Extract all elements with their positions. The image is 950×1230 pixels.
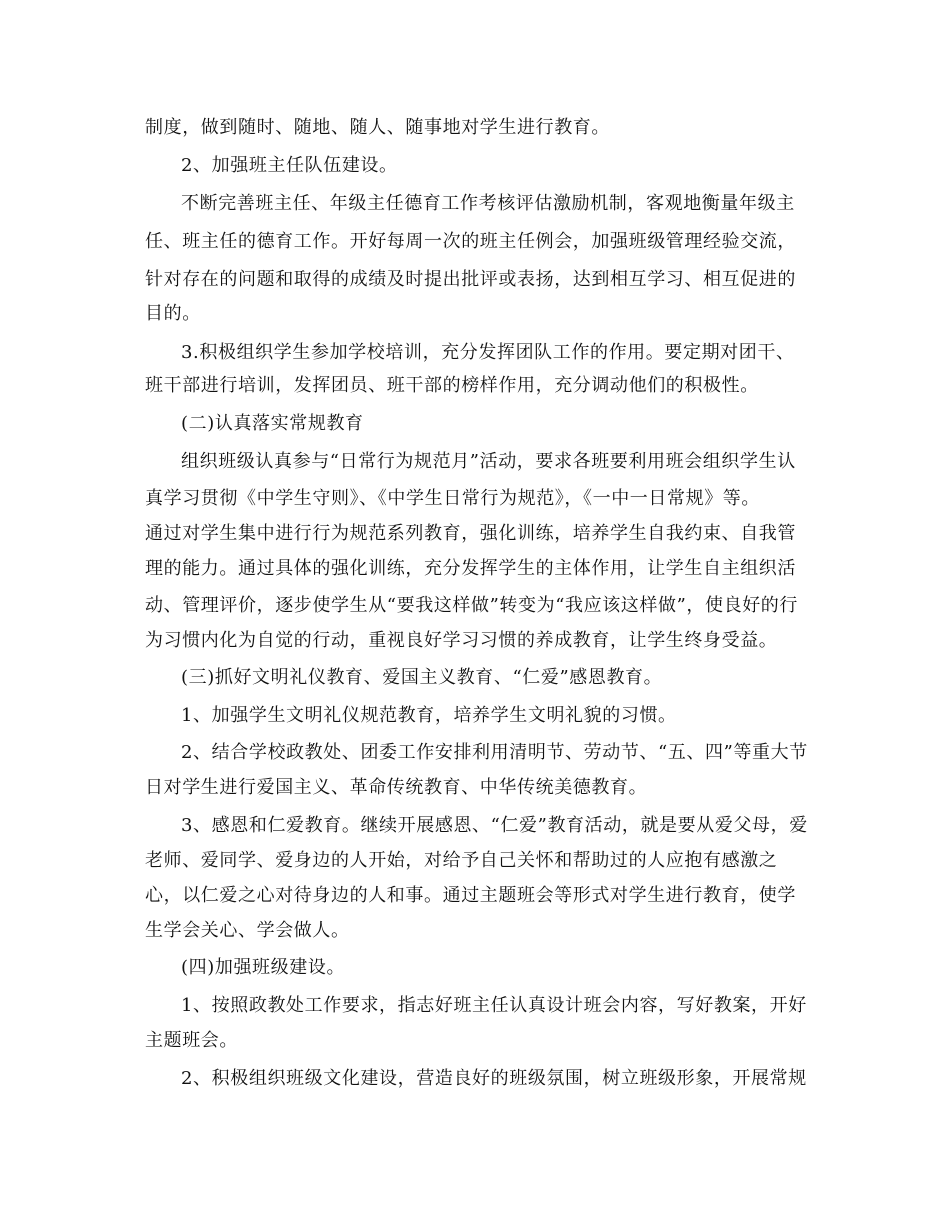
text-line: 主题班会。 (145, 1030, 238, 1051)
text-line: 班干部进行培训，发挥团员、班干部的榜样作用，充分调动他们的积极性。 (145, 375, 759, 396)
text-line: 不断完善班主任、年级主任德育工作考核评估激励机制，客观地衡量年级主 (181, 193, 795, 214)
text-line: 老师、爱同学、爱身边的人开始，对给予自己关怀和帮助过的人应抱有感激之 (145, 850, 778, 871)
text-line: 通过对学生集中进行行为规范系列教育，强化训练，培养学生自我约束、自我管 (145, 523, 796, 544)
text-line: 理的能力。通过具体的强化训练，充分发挥学生的主体作用，让学生自主组织活 (145, 558, 796, 579)
section-heading: (三)抓好文明礼仪教育、爱国主义教育、“仁爱”感恩教育。 (181, 667, 663, 688)
text-line: 3.积极组织学生参加学校培训，充分发挥团队工作的作用。要定期对团干、 (181, 342, 795, 363)
text-line: 2、加强班主任队伍建设。 (181, 155, 398, 176)
text-line: 3、感恩和仁爱教育。继续开展感恩、“仁爱”教育活动，就是要从爱父母，爱 (181, 815, 808, 836)
section-heading: (四)加强班级建设。 (181, 957, 346, 978)
text-line: 任、班主任的德育工作。开好每周一次的班主任例会，加强班级管理经验交流， (145, 231, 796, 252)
text-line: 组织班级认真参与“日常行为规范月”活动，要求各班要利用班会组织学生认 (181, 451, 796, 472)
text-line: 目的。 (145, 303, 201, 324)
text-line: 动、管理评价，逐步使学生从“要我这样做”转变为“我应该这样做”，使良好的行 (145, 595, 799, 616)
text-line: 制度，做到随时、随地、随人、随事地对学生进行教育。 (145, 117, 610, 138)
text-line: 心，以仁爱之心对待身边的人和事。通过主题班会等形式对学生进行教育，使学 (145, 885, 796, 906)
text-line: 2、结合学校政教处、团委工作安排利用清明节、劳动节、“五、四”等重大节 (181, 742, 808, 763)
text-line: 针对存在的问题和取得的成绩及时提出批评或表扬，达到相互学习、相互促进的 (145, 269, 796, 290)
text-line: 为习惯内化为自觉的行动，重视良好学习习惯的养成教育，让学生终身受益。 (145, 630, 778, 651)
text-line: 日对学生进行爱国主义、革命传统教育、中华传统美德教育。 (145, 777, 648, 798)
text-line: 真学习贯彻《中学生守则》、《中学生日常行为规范》，《一中一日常规》等。 (145, 488, 760, 509)
text-line: 2、积极组织班级文化建设，营造良好的班级氛围，树立班级形象，开展常规 (181, 1068, 807, 1089)
text-line: 1、加强学生文明礼仪规范教育，培养学生文明礼貌的习惯。 (181, 705, 677, 726)
section-heading: (二)认真落实常规教育 (181, 413, 364, 434)
text-line: 生学会关心、学会做人。 (145, 920, 350, 941)
text-line: 1、按照政教处工作要求，指志好班主任认真设计班会内容，写好教案，开好 (181, 995, 807, 1016)
